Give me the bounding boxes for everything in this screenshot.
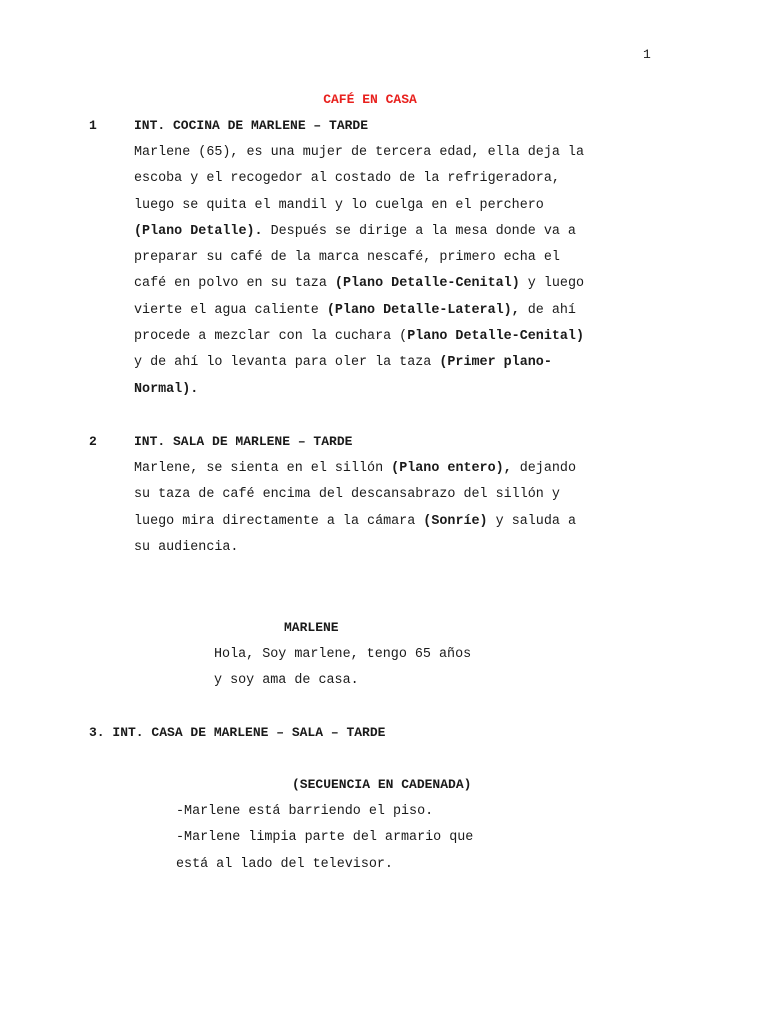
scene-2-action (134, 456, 654, 561)
action-line (134, 377, 654, 403)
sequence-list (176, 799, 473, 878)
action-line (134, 482, 654, 508)
scene-2-number: 2 (89, 434, 97, 449)
action-line (134, 166, 654, 192)
script-title: CAFÉ EN CASA (323, 92, 417, 107)
sequence-item: está al lado del televisor. (176, 856, 393, 872)
shot-cue: (Primer plano- (439, 355, 552, 371)
action-text: su taza de café encima del descansabrazo del sillón y (134, 487, 560, 503)
sequence-title: (SECUENCIA EN CADENADA) (292, 777, 472, 792)
action-line (134, 535, 654, 561)
scene-2-heading: INT. SALA DE MARLENE – TARDE (134, 434, 353, 449)
action-text: café en polvo en su taza (134, 276, 335, 292)
shot-cue: (Sonríe) (423, 513, 488, 529)
action-text: y saluda a (487, 513, 576, 529)
sequence-item: -Marlene limpia parte del armario que (176, 830, 474, 846)
action-text: preparar su café de la marca nescafé, primero echa el (134, 250, 560, 266)
action-text: Después se dirige a la mesa donde va a (262, 223, 576, 239)
action-text: Marlene (65), es una mujer de tercera edad, ella deja la (134, 145, 584, 160)
action-text: luego mira directamente a la cámara (134, 513, 424, 529)
sequence-item: -Marlene está barriendo el piso. (176, 804, 434, 819)
scene-1-number: 1 (89, 118, 97, 133)
action-line (134, 298, 654, 324)
character-name: MARLENE (284, 620, 339, 635)
action-line (134, 456, 654, 482)
action-text: su audiencia. (134, 539, 239, 555)
shot-cue: (Plano entero), (391, 461, 512, 476)
action-text: vierte el agua caliente (134, 302, 327, 318)
action-text: dejando (511, 461, 576, 476)
shot-cue: Normal). (134, 381, 199, 397)
action-text: procede a mezclar con la cuchara ( (134, 329, 408, 345)
scene-1-action (134, 140, 654, 403)
shot-cue: (Plano Detalle-Cenital) (334, 276, 520, 292)
action-line (134, 193, 654, 219)
action-line (134, 219, 654, 245)
action-line (134, 509, 654, 535)
action-text: escoba y el recogedor al costado de la refrigeradora, (134, 171, 560, 187)
dialogue-line: y soy ama de casa. (214, 673, 359, 689)
action-text: Marlene, se sienta en el sillón (134, 461, 392, 476)
shot-cue: (Plano Detalle). (134, 223, 263, 239)
scene-1-heading: INT. COCINA DE MARLENE – TARDE (134, 118, 369, 133)
action-line (134, 271, 654, 297)
scene-3-heading: 3. INT. CASA DE MARLENE – SALA – TARDE (89, 725, 386, 740)
shot-cue: (Plano Detalle-Lateral), (326, 302, 520, 318)
dialogue-line: Hola, Soy marlene, tengo 65 años (214, 647, 472, 662)
action-line (134, 245, 654, 271)
action-line (134, 350, 654, 376)
action-text: de ahí (519, 302, 576, 318)
action-text: y de ahí lo levanta para oler la taza (134, 355, 440, 371)
shot-cue: Plano Detalle-Cenital) (407, 329, 585, 345)
action-line (134, 140, 654, 166)
dialogue-block (214, 642, 471, 695)
action-text: y luego (519, 276, 585, 292)
action-line (134, 324, 654, 350)
action-text: luego se quita el mandil y lo cuelga en el perchero (134, 197, 544, 213)
page-number: 1 (643, 47, 651, 62)
